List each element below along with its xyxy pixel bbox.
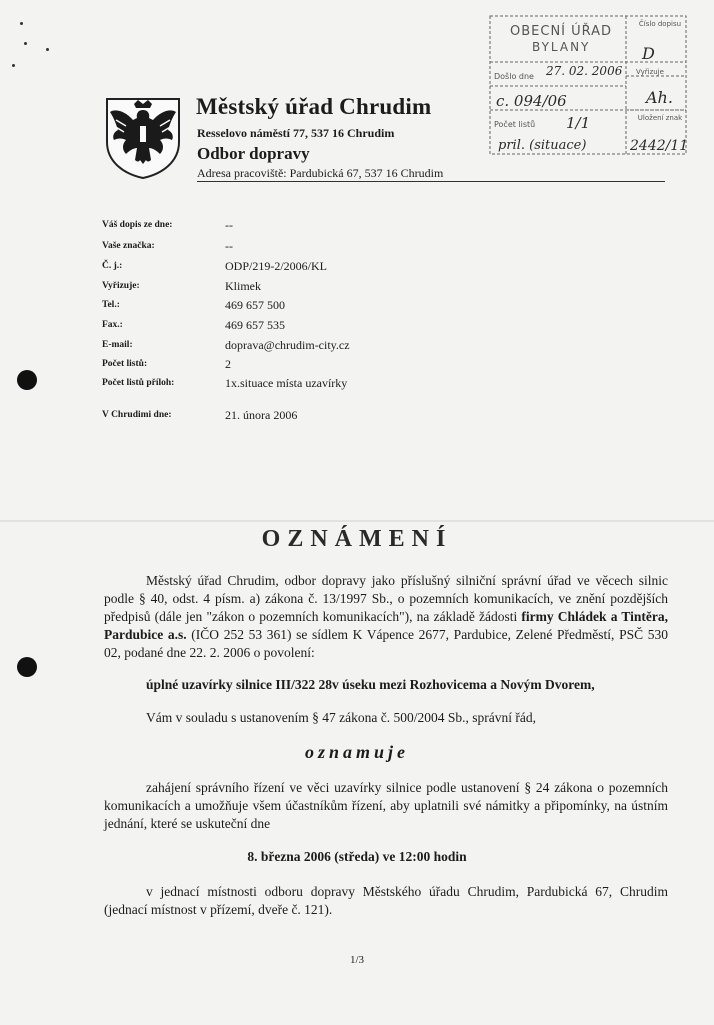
paragraph-legal-basis: Vám v souladu s ustanovením § 47 zákona č. 500/2004 Sb., správní řád, (146, 710, 536, 725)
meta-value: Klimek (225, 279, 261, 293)
intro-text-a: Městský úřad Chrudim, odbor dopravy jako příslušný silniční správní úřad ve věcech silnic podle § 40, odst. 4 písm. a) zákona č. 13/1997 Sb., o pozemních komunikacích, ve znění pozdějších předpisů (dále jen "zákon o pozemních komunikacích"), na základě žádosti (104, 573, 668, 624)
department-name: Odbor dopravy (197, 144, 310, 163)
intro-text-b: (IČO 252 53 361) se sídlem K Vápence 2677, Pardubice, Zelené Předměstí, PSČ 530 02, podané dne 22. 2. 2006 o povolení: (104, 627, 668, 660)
road-closure: úplné uzavírky silnice III/322 28v úseku mezi Rozhovicema a Novým Dvorem, (146, 677, 595, 692)
paper-speck (24, 42, 27, 45)
meta-label: Počet listů příloh: (102, 378, 175, 388)
paragraph-proceedings: zahájení správního řízení ve věci uzavírky silnice podle ustanovení § 24 zákona o pozemních komunikacích a umožňuje všem účastníkům řízení, aby uplatnili své námitky a připomínky, na ústním jednání, které se uskuteční dne (104, 780, 668, 831)
meta-value: 2 (225, 357, 231, 371)
meta-label: Tel.: (102, 300, 120, 310)
applicant-firm: firmy Chládek a Tintěra, Pardubice a.s. (104, 609, 668, 642)
stamp-received-date: 27. 02. 2006 (546, 64, 623, 78)
work-address: Adresa pracoviště: Pardubická 67, 537 16 Chrudim (197, 166, 444, 180)
punch-hole-top (17, 370, 37, 390)
stamp-handled-by-value: Ah. (646, 88, 673, 107)
header-divider (197, 181, 665, 182)
paper-speck (20, 22, 23, 25)
paragraph-location: v jednací místnosti odboru dopravy Městského úřadu Chrudim, Pardubická 67, Chrudim (jednací místnost v přízemí, dveře č. 121). (104, 884, 668, 917)
meta-label: Váš dopis ze dne: (102, 220, 173, 230)
stamp-storage-value: 2442/11 (630, 138, 689, 154)
meta-value: doprava@chrudim-city.cz (225, 338, 350, 352)
stamp-title-1: OBECNÍ ÚŘAD (510, 24, 613, 39)
meta-label: Fax.: (102, 320, 123, 330)
meta-label: Počet listů: (102, 359, 148, 369)
announces-heading: oznamuje (304, 742, 410, 762)
meta-value: 1x.situace místa uzavírky (225, 376, 348, 390)
paper-fold-line (0, 520, 714, 522)
meta-label: Vyřizuje: (102, 281, 140, 291)
page-number: 1/3 (349, 954, 365, 966)
hearing-date: 8. března 2006 (středa) ve 12:00 hodin (247, 849, 467, 864)
meta-value: 469 657 500 (225, 298, 285, 312)
meta-label: Č. j.: (102, 261, 123, 271)
stamp-handled-by-label: Vyřizuje (636, 68, 664, 76)
meta-label: Vaše značka: (102, 241, 155, 251)
paper-speck (12, 64, 15, 67)
stamp-ref-number: c. 094/06 (496, 92, 567, 110)
stamp-attachments-value: pril. (situace) (498, 138, 587, 153)
paper-speck (46, 48, 49, 51)
paragraph-intro (104, 572, 668, 662)
meta-label: V Chrudimi dne: (102, 410, 172, 420)
organization-name: Městský úřad Chrudim (196, 94, 432, 119)
punch-hole-bottom (17, 657, 37, 677)
stamp-letter-number-label: Číslo dopisu (638, 20, 682, 28)
meta-value: -- (225, 239, 233, 253)
meta-value: -- (225, 218, 233, 232)
meta-value: 469 657 535 (225, 318, 285, 332)
coat-of-arms-eagle-icon (104, 96, 182, 180)
registry-stamp (486, 14, 690, 166)
stamp-letter-number-value: D (642, 44, 655, 63)
stamp-storage-label: Uložení znak (637, 114, 683, 122)
stamp-received-label: Došlo dne (494, 72, 534, 81)
stamp-title-2: BYLANY (532, 40, 591, 54)
stamp-sheets-value: 1/1 (566, 114, 591, 132)
meta-label: E-mail: (102, 340, 133, 350)
organization-address: Resselovo náměstí 77, 537 16 Chrudim (197, 126, 395, 140)
meta-value: 21. února 2006 (225, 408, 298, 422)
meta-value: ODP/219-2/2006/KL (225, 259, 327, 273)
document-title: OZNÁMENÍ (261, 526, 453, 552)
stamp-sheets-label: Počet listů (494, 120, 536, 129)
